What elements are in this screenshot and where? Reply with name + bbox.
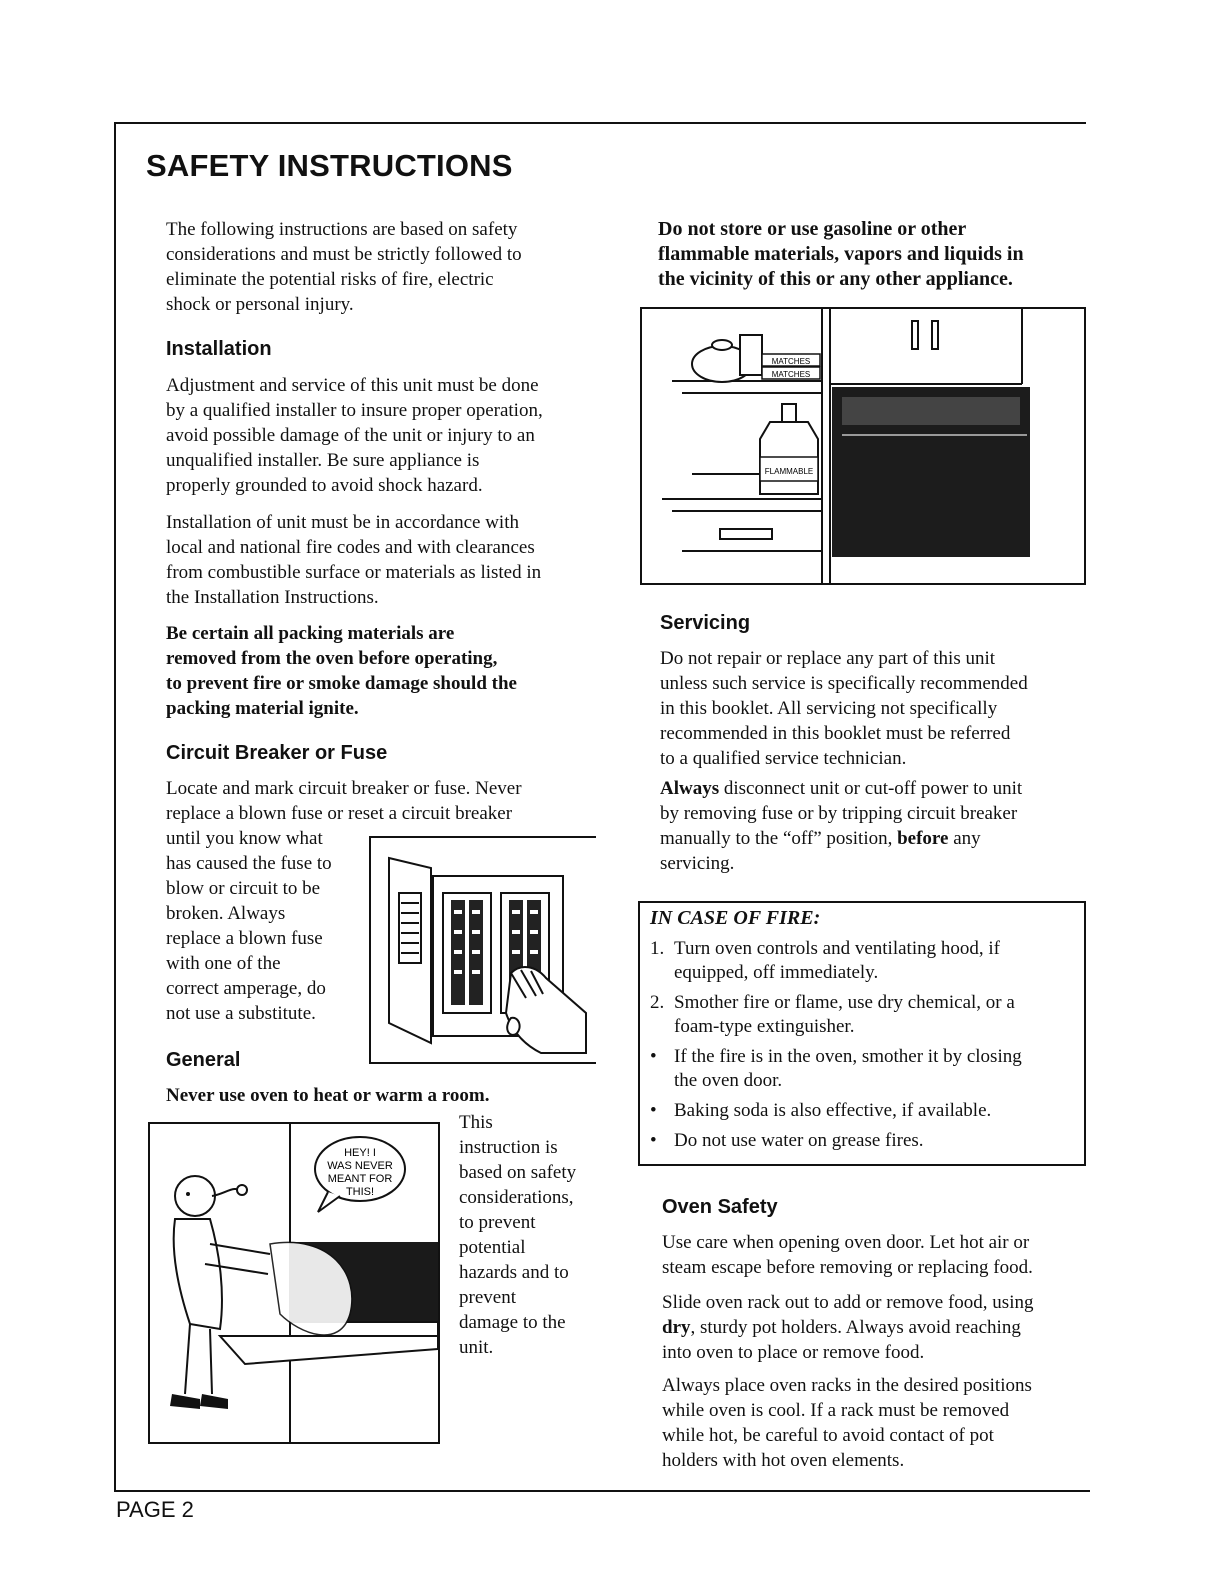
text-line: Never use oven to heat or warm a room.	[166, 1085, 490, 1106]
text-line: properly grounded to avoid shock hazard.	[166, 475, 483, 496]
list-marker: •	[650, 1100, 657, 1121]
text-line: unqualified installer. Be sure appliance is	[166, 450, 480, 471]
text-line: blow or circuit to be	[166, 878, 321, 899]
text-line: has caused the fuse to	[166, 853, 332, 874]
text-line: flammable materials, vapors and liquids in	[658, 243, 1024, 265]
left-rule	[114, 122, 116, 1492]
matches-label: MATCHES	[771, 357, 811, 366]
intro-line: eliminate the potential risks of fire, electric	[166, 269, 494, 290]
intro-line: considerations and must be strictly followed to	[166, 244, 522, 265]
text-line: If the fire is in the oven, smother it by closing	[674, 1046, 1022, 1067]
text-line: local and national fire codes and with clearances	[166, 537, 535, 558]
text-line: recommended in this booklet must be referred	[660, 723, 1011, 744]
oven-cartoon-icon	[150, 1124, 438, 1442]
intro-line: shock or personal injury.	[166, 294, 354, 315]
text-line: by a qualified installer to insure proper operation,	[166, 400, 543, 421]
text-line: the vicinity of this or any other appliance.	[658, 268, 1013, 290]
general-warning	[166, 1083, 606, 1108]
intro-paragraph	[166, 217, 606, 317]
oven-safety-paragraph-1	[662, 1230, 1092, 1280]
text-line: hazards and to	[459, 1262, 569, 1283]
general-heading: General	[166, 1049, 241, 1071]
fire-list-item	[640, 1129, 1080, 1153]
text-line: broken. Always	[166, 903, 286, 924]
servicing-paragraph-1	[660, 646, 1090, 771]
installation-heading: Installation	[166, 338, 272, 360]
fire-list	[640, 937, 1080, 1159]
text-line: avoid possible damage of the unit or injury to an	[166, 425, 535, 446]
text-line: considerations,	[459, 1187, 574, 1208]
fire-list-item	[640, 937, 1080, 985]
text-line: based on safety	[459, 1162, 577, 1183]
servicing-paragraph-2	[660, 776, 1090, 876]
circuit-heading: Circuit Breaker or Fuse	[166, 742, 388, 764]
text-line: Installation of unit must be in accordance with	[166, 512, 519, 533]
text-line: to prevent fire or smoke damage should the	[166, 673, 517, 694]
text-line: while oven is cool. If a rack must be removed	[662, 1400, 1010, 1421]
text-line: replace a blown fuse	[166, 928, 323, 949]
text-line: to prevent	[459, 1212, 536, 1233]
page-number: PAGE 2	[116, 1497, 194, 1522]
fire-list-item	[640, 991, 1080, 1039]
top-rule	[114, 122, 1086, 124]
text-line: Do not store or use gasoline or other	[658, 218, 967, 240]
speech-line: MEANT FOR	[327, 1173, 393, 1185]
text-line: steam escape before removing or replacing food.	[662, 1257, 1033, 1278]
text-span: any	[948, 828, 981, 849]
text-line: into oven to place or remove food.	[662, 1342, 925, 1363]
text-line: instruction is	[459, 1137, 558, 1158]
text-line: to a qualified service technician.	[660, 748, 907, 769]
installation-paragraph-2	[166, 510, 606, 610]
fire-instructions-box	[638, 901, 1086, 1166]
text-line: while hot, be careful to avoid contact of pot	[662, 1425, 994, 1446]
speech-line: HEY! I	[344, 1147, 376, 1159]
text-span: disconnect unit or cut-off power to unit	[719, 778, 1023, 799]
text-line: Be certain all packing materials are	[166, 623, 455, 644]
text-line: by removing fuse or by tripping circuit breaker	[660, 803, 1018, 824]
text-line: Always place oven racks in the desired positions	[662, 1375, 1032, 1396]
text-span: , sturdy pot holders. Always avoid reaching	[690, 1317, 1021, 1338]
text-line: foam-type extinguisher.	[674, 1016, 855, 1037]
list-marker: 2.	[650, 992, 665, 1013]
text-line: equipped, off immediately.	[674, 962, 879, 983]
servicing-heading: Servicing	[660, 612, 751, 634]
text-line: holders with hot oven elements.	[662, 1450, 905, 1471]
text-line: with one of the	[166, 953, 281, 974]
text-line: Slide oven rack out to add or remove food, using	[662, 1292, 1034, 1313]
text-line: unit.	[459, 1337, 494, 1358]
text-line	[662, 1315, 1092, 1340]
text-line: replace a blown fuse or reset a circuit breaker	[166, 803, 513, 824]
text-line: in this booklet. All servicing not specifically	[660, 698, 998, 719]
text-line: until you know what	[166, 828, 323, 849]
text-line: prevent	[459, 1287, 516, 1308]
fuse-box-icon	[371, 838, 596, 1064]
emphasis: before	[897, 828, 949, 849]
text-line: Locate and mark circuit breaker or fuse. Never	[166, 778, 522, 799]
text-line: unless such service is specifically recommended	[660, 673, 1028, 694]
text-line	[660, 826, 1090, 851]
text-line: Do not repair or replace any part of this unit	[660, 648, 996, 669]
fire-list-item	[640, 1099, 1080, 1123]
text-line: not use a substitute.	[166, 1003, 316, 1024]
text-span: manually to the “off” position,	[660, 828, 898, 849]
flammable-warning	[658, 217, 1088, 292]
text-line: removed from the oven before operating,	[166, 648, 498, 669]
list-marker: •	[650, 1046, 657, 1067]
fuse-box-illustration	[369, 836, 596, 1064]
emphasis: Always	[660, 778, 720, 799]
text-line: servicing.	[660, 853, 735, 874]
installation-paragraph-1	[166, 373, 606, 498]
flammables-illustration	[640, 307, 1086, 585]
fire-heading: IN CASE OF FIRE:	[650, 907, 821, 929]
text-line: Use care when opening oven door. Let hot air or	[662, 1232, 1030, 1253]
text-line: packing material ignite.	[166, 698, 359, 719]
text-line: Adjustment and service of this unit must be done	[166, 375, 539, 396]
text-line: Do not use water on grease fires.	[674, 1130, 924, 1151]
text-line: potential	[459, 1237, 526, 1258]
fire-list-item	[640, 1045, 1080, 1093]
general-paragraph	[459, 1110, 609, 1360]
text-line: Baking soda is also effective, if available.	[674, 1100, 992, 1121]
oven-safety-paragraph-2	[662, 1290, 1092, 1365]
text-line: Smother fire or flame, use dry chemical, or a	[674, 992, 1015, 1013]
oven-safety-heading: Oven Safety	[662, 1196, 778, 1218]
packing-warning	[166, 621, 606, 721]
text-line: Turn oven controls and ventilating hood, if	[674, 938, 1000, 959]
text-line: the oven door.	[674, 1070, 783, 1091]
cabinet-oven-icon	[642, 309, 1084, 583]
speech-line: THIS!	[345, 1186, 375, 1198]
oven-safety-paragraph-3	[662, 1373, 1092, 1473]
intro-line: The following instructions are based on safety	[166, 219, 518, 240]
text-line: This	[459, 1112, 493, 1133]
emphasis: dry	[662, 1317, 691, 1338]
text-line: from combustible surface or materials as listed in	[166, 562, 542, 583]
cartoon-illustration	[148, 1122, 440, 1444]
text-line	[660, 776, 1090, 801]
text-line: the Installation Instructions.	[166, 587, 379, 608]
matches-label: MATCHES	[771, 370, 811, 379]
bottom-rule	[114, 1490, 1090, 1492]
page-title: SAFETY INSTRUCTIONS	[146, 148, 513, 183]
flammable-label: FLAMMABLE	[764, 467, 814, 476]
list-marker: •	[650, 1130, 657, 1151]
list-marker: 1.	[650, 938, 665, 959]
text-line: damage to the	[459, 1312, 566, 1333]
speech-line: WAS NEVER	[327, 1160, 393, 1172]
text-line: correct amperage, do	[166, 978, 326, 999]
